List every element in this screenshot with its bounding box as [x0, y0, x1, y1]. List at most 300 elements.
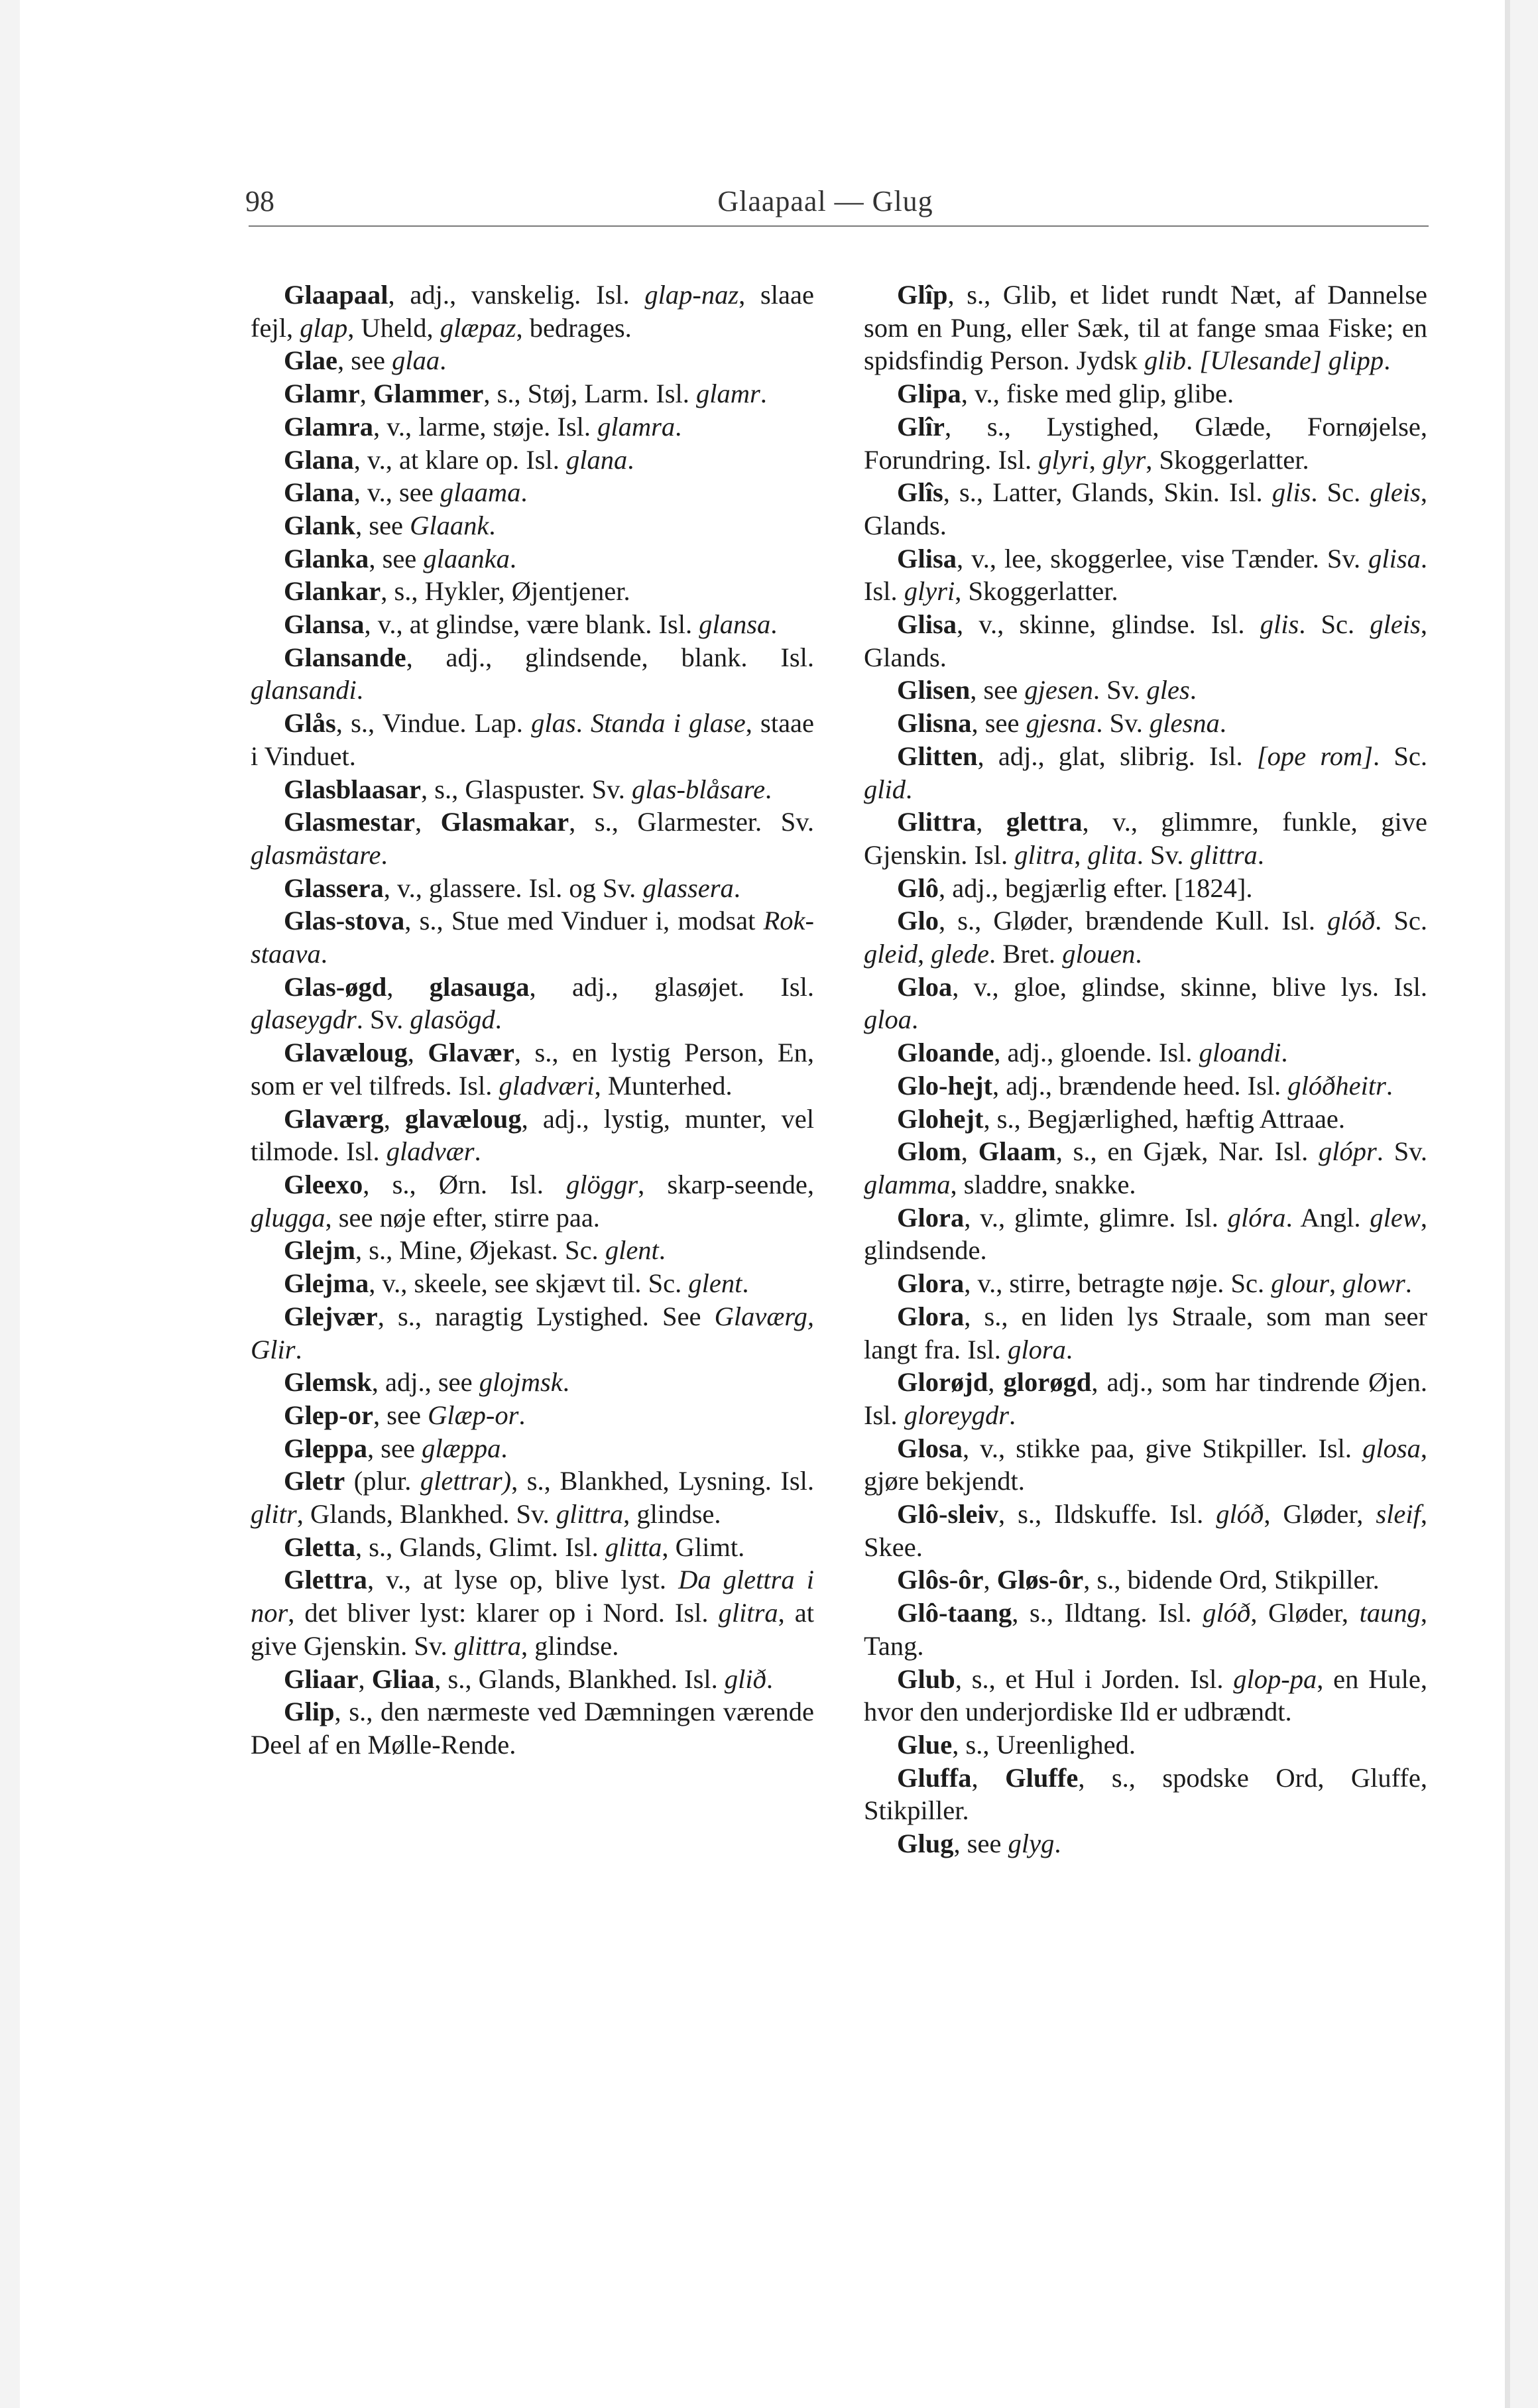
- entry-text: , v., stikke paa, give Stikpiller. Isl.: [963, 1433, 1363, 1463]
- headword: Gleexo: [284, 1169, 363, 1199]
- dictionary-entry: [251, 1531, 814, 1564]
- dictionary-entry: [251, 707, 814, 772]
- dictionary-entry: [864, 1728, 1427, 1762]
- italic-form: [ope rom]: [1256, 741, 1373, 771]
- headword: Glassera: [284, 873, 384, 903]
- entry-text: , v., stirre, betragte nøje. Sc.: [964, 1268, 1272, 1299]
- headword: Glettra: [284, 1565, 367, 1595]
- entry-text: .: [474, 1136, 481, 1167]
- italic-form: gjesna: [1026, 708, 1096, 739]
- entry-text: , see: [337, 345, 392, 376]
- dictionary-entry: [864, 740, 1427, 806]
- dictionary-entry: [251, 542, 814, 575]
- headword: Glitten: [897, 741, 978, 771]
- entry-text: , staae i Vinduet.: [251, 708, 814, 771]
- headword: glasauga: [429, 971, 530, 1002]
- entry-text: ,: [414, 807, 441, 837]
- left-column: [251, 278, 814, 1762]
- headword: Gløs-ôr: [996, 1565, 1084, 1595]
- headword: glorøgd: [1003, 1367, 1092, 1398]
- dictionary-entry: [864, 707, 1427, 740]
- headword: Glasmakar: [440, 807, 569, 837]
- dictionary-entry: [251, 1103, 814, 1168]
- headword: glettra: [1006, 807, 1083, 837]
- entry-text: ,: [971, 1762, 1006, 1793]
- entry-text: .: [1186, 345, 1200, 376]
- dictionary-entry: [251, 608, 814, 641]
- entry-text: , Tang.: [864, 1598, 1428, 1661]
- headword: Glana: [284, 444, 354, 475]
- entry-text: , v., gloe, glindse, skinne, blive lys. Isl.: [952, 971, 1427, 1002]
- headword: Glas-stova: [284, 906, 405, 936]
- entry-text: , s., Mine, Øjekast. Sc.: [355, 1235, 605, 1266]
- italic-form: Glaværg, Glir: [251, 1301, 814, 1364]
- italic-form: Glaank: [410, 510, 489, 540]
- entry-text: . Sc.: [1375, 906, 1427, 936]
- italic-form: glita: [1087, 839, 1137, 870]
- entry-text: , adj., lystig, munter, vel tilmode. Isl.: [251, 1103, 814, 1167]
- entry-text: , adj., begjærlig efter. [1824].: [939, 873, 1253, 903]
- entry-text: , s., Lystighed, Glæde, Fornøjelse, Forundring. Isl.: [864, 411, 1427, 475]
- headword: Glejvær: [284, 1301, 378, 1331]
- entry-text: , s., Ureenlighed.: [952, 1729, 1136, 1760]
- entry-text: .: [912, 1004, 919, 1035]
- entry-text: . Sv.: [1136, 839, 1191, 870]
- entry-text: , det bliver lyst: klarer op i Nord. Isl.: [288, 1598, 719, 1628]
- italic-form: glyr: [1102, 444, 1146, 475]
- headword: Gletr: [284, 1466, 345, 1496]
- italic-form: glent: [688, 1268, 742, 1299]
- entry-text: , Gløder,: [1250, 1598, 1360, 1628]
- entry-text: , adj., see: [371, 1367, 479, 1398]
- dictionary-entry: [864, 904, 1427, 970]
- entry-text: .: [1065, 1334, 1073, 1364]
- dictionary-entry: [251, 1300, 814, 1366]
- entry-text: , adj., gloende. Isl.: [994, 1038, 1199, 1068]
- right-column: [864, 278, 1427, 1860]
- dictionary-entry: [251, 1168, 814, 1234]
- entry-text: .: [1386, 1070, 1393, 1101]
- dictionary-entry: [251, 1234, 814, 1267]
- dictionary-entry: [864, 1267, 1427, 1300]
- headword: Glipa: [897, 379, 961, 409]
- entry-text: .: [356, 675, 363, 705]
- italic-form: glop-pa: [1233, 1663, 1317, 1694]
- headword: Gloa: [897, 971, 953, 1002]
- entry-text: , s., Støj, Larm. Isl.: [483, 379, 697, 409]
- italic-form: glis: [1272, 477, 1311, 508]
- italic-form: gladvær: [386, 1136, 475, 1167]
- headword: Glaam: [978, 1136, 1056, 1167]
- entry-text: .: [381, 839, 388, 870]
- italic-form: glóð: [1203, 1598, 1251, 1628]
- dictionary-entry: [864, 278, 1427, 377]
- entry-text: , Gløder,: [1264, 1499, 1376, 1530]
- headword: Gluffe: [1005, 1762, 1079, 1793]
- italic-form: glóð: [1327, 906, 1376, 936]
- headword: Glora: [897, 1268, 965, 1299]
- entry-text: , v., at klare op. Isl.: [353, 444, 566, 475]
- headword: Glosa: [897, 1433, 963, 1463]
- entry-text: , glindse.: [521, 1630, 619, 1661]
- dictionary-entry: [251, 641, 814, 707]
- entry-text: , Skee.: [864, 1499, 1428, 1562]
- italic-form: glitra: [1014, 839, 1075, 870]
- italic-form: glouen: [1062, 939, 1136, 969]
- entry-text: , s., bidende Ord, Stikpiller.: [1083, 1565, 1380, 1595]
- italic-form: gleid: [864, 939, 917, 969]
- headword: Glisa: [897, 609, 957, 640]
- entry-text: .: [295, 1334, 302, 1364]
- entry-text: , adj., glindsende, blank. Isl.: [406, 642, 814, 672]
- entry-text: .: [1189, 675, 1197, 705]
- entry-text: , v., at glindse, være blank. Isl.: [364, 609, 699, 640]
- italic-form: gles: [1146, 675, 1190, 705]
- headword: Glank: [284, 510, 356, 540]
- dictionary-entry: [864, 1036, 1427, 1069]
- dictionary-entry: [864, 410, 1427, 476]
- entry-text: , glindse.: [623, 1499, 721, 1530]
- entry-text: , v., skeele, see skjævt til. Sc.: [369, 1268, 689, 1299]
- entry-text: . Sv.: [356, 1004, 410, 1035]
- entry-text: , v., see: [353, 477, 440, 508]
- entry-text: .: [1405, 1268, 1412, 1299]
- entry-text: , adj., vanskelig. Isl.: [388, 280, 645, 310]
- page-number: 98: [245, 185, 274, 217]
- dictionary-entry: [251, 410, 814, 444]
- headword: Glas-øgd: [284, 971, 387, 1002]
- dictionary-entry: [251, 278, 814, 344]
- headword: Glejma: [284, 1268, 369, 1299]
- dictionary-entry: [251, 344, 814, 377]
- headword: Glana: [284, 477, 354, 508]
- dictionary-entry: [251, 509, 814, 542]
- entry-text: .: [501, 1433, 508, 1463]
- headword: Glisna: [897, 708, 972, 739]
- entry-text: , v., lee, skoggerlee, vise Tænder. Sv.: [957, 543, 1369, 573]
- italic-form: glap: [300, 312, 348, 343]
- entry-text: , s., Glands, Glimt. Isl.: [355, 1532, 605, 1562]
- dictionary-entry: [864, 1103, 1427, 1136]
- entry-text: .: [489, 510, 496, 540]
- italic-form: glyri: [1038, 444, 1089, 475]
- entry-text: , s., Stue med Vinduer i, modsat: [404, 906, 764, 936]
- italic-form: glamr: [696, 379, 760, 409]
- headword: Glip: [284, 1697, 335, 1727]
- entry-text: , s., en liden lys Straale, som man seer langt fra. Isl.: [864, 1301, 1427, 1364]
- italic-form: glid: [864, 774, 906, 804]
- headword: Glankar: [284, 576, 381, 607]
- italic-form: glana: [565, 444, 628, 475]
- headword: Glôs-ôr: [897, 1565, 984, 1595]
- entry-text: ,: [359, 379, 373, 409]
- header-rule: [249, 225, 1429, 227]
- italic-form: glosa: [1362, 1433, 1421, 1463]
- dictionary-entry: [864, 674, 1427, 707]
- entry-text: .: [1257, 839, 1264, 870]
- entry-text: .: [675, 411, 682, 442]
- italic-form: glöggr: [566, 1169, 638, 1199]
- headword: Glansa: [284, 609, 365, 640]
- headword: Glasmestar: [284, 807, 415, 837]
- dictionary-entry: [251, 1366, 814, 1399]
- entry-text: , bedrages.: [516, 312, 632, 343]
- entry-text: , v., skinne, glindse. Isl.: [957, 609, 1260, 640]
- italic-form: gladværi: [499, 1070, 595, 1101]
- entry-text: .: [320, 939, 327, 969]
- dictionary-entry: [864, 1663, 1427, 1728]
- entry-text: , s., Ildtang. Isl.: [1012, 1598, 1203, 1628]
- entry-text: , s., Vindue. Lap.: [335, 708, 532, 739]
- entry-text: .: [760, 379, 767, 409]
- entry-text: .: [1008, 1400, 1016, 1430]
- entry-text: , see: [971, 708, 1026, 739]
- dictionary-entry: [864, 1300, 1427, 1366]
- italic-form: taung: [1359, 1598, 1421, 1628]
- dictionary-entry: [864, 1201, 1427, 1267]
- entry-text: , en Hule, hvor den underjordiske Ild er udbrændt.: [864, 1663, 1427, 1727]
- dictionary-entry: [251, 1563, 814, 1662]
- entry-text: , Uheld,: [347, 312, 440, 343]
- dictionary-entry: [864, 1498, 1427, 1563]
- entry-text: , Glands.: [864, 609, 1427, 672]
- entry-text: .: [495, 1004, 502, 1035]
- italic-form: glew: [1370, 1202, 1421, 1233]
- dictionary-entry: [864, 806, 1427, 871]
- italic-form: Da glettra i nor: [251, 1565, 814, 1628]
- headword: Gliaa: [371, 1663, 435, 1694]
- entry-text: , Glands.: [864, 477, 1427, 540]
- headword: Glaværg: [284, 1103, 384, 1134]
- italic-form: Glæp-or: [428, 1400, 519, 1430]
- dictionary-entry: [864, 1762, 1427, 1827]
- italic-form: glyri: [904, 576, 955, 607]
- italic-form: Rok-staava: [251, 906, 814, 969]
- entry-text: , s., Gløder, brændende Kull. Isl.: [939, 906, 1328, 936]
- headword: Glamr: [284, 379, 360, 409]
- entry-text: , s., Blankhed, Lysning. Isl.: [511, 1466, 815, 1496]
- entry-text: ,: [1089, 444, 1102, 475]
- entry-text: ,: [961, 1136, 978, 1167]
- headword: Glavæloug: [284, 1038, 408, 1068]
- headword: Glep-or: [284, 1400, 373, 1430]
- headword: Glaapaal: [284, 280, 388, 310]
- entry-text: . Sc.: [1372, 741, 1427, 771]
- headword: Glae: [284, 345, 337, 376]
- entry-text: ,: [358, 1663, 372, 1694]
- dictionary-entry: [864, 971, 1427, 1036]
- italic-form: glap-naz: [644, 280, 739, 310]
- dictionary-entry: [251, 971, 814, 1036]
- entry-text: . Sc.: [1311, 477, 1370, 508]
- entry-text: , Skoggerlatter.: [955, 576, 1118, 607]
- italic-form: glasögd: [410, 1004, 495, 1035]
- headword: Glasblaasar: [284, 774, 422, 804]
- entry-text: .: [562, 1367, 569, 1398]
- headword: Glisen: [897, 675, 971, 705]
- entry-text: , slaae fejl,: [251, 280, 814, 343]
- dictionary-entry: [251, 872, 814, 905]
- dictionary-entry: [864, 542, 1427, 608]
- entry-text: , see: [953, 1829, 1008, 1859]
- entry-text: ,: [386, 971, 430, 1002]
- headword: Glô-taang: [897, 1598, 1012, 1628]
- entry-text: , v., glimmre, funkle, give Gjenskin. Isl.: [864, 807, 1427, 870]
- headword: Glohejt: [897, 1103, 984, 1134]
- entry-text: . Sv.: [1376, 1136, 1427, 1167]
- dictionary-entry: [251, 444, 814, 477]
- italic-form: Standa i glase: [590, 708, 746, 739]
- entry-text: , s., Ørn. Isl.: [363, 1169, 567, 1199]
- headword: Glejm: [284, 1235, 355, 1266]
- dictionary-entry: [864, 872, 1427, 905]
- entry-text: , Skoggerlatter.: [1146, 444, 1309, 475]
- dictionary-entry: [864, 1366, 1427, 1431]
- headword: Glås: [284, 708, 336, 739]
- italic-form: glitta: [605, 1532, 662, 1562]
- entry-text: ,: [976, 807, 1006, 837]
- entry-text: , v., fiske med glip, glibe.: [961, 379, 1234, 409]
- headword: Glîp: [897, 280, 948, 310]
- entry-text: , gjøre bekjendt.: [864, 1433, 1427, 1496]
- entry-text: ,: [383, 1103, 406, 1134]
- italic-form: glæpaz: [440, 312, 516, 343]
- dictionary-entry: [251, 1036, 814, 1102]
- italic-form: glisa: [1368, 543, 1421, 573]
- dictionary-entry: [251, 1695, 814, 1761]
- dictionary-entry: [864, 608, 1427, 674]
- entry-text: , s., en lystig Person, En, som er vel tilfreds. Isl.: [251, 1038, 815, 1101]
- entry-text: .: [627, 444, 634, 475]
- italic-form: glæppa: [422, 1433, 501, 1463]
- italic-form: gleis: [1370, 609, 1421, 640]
- entry-text: , glindsende.: [864, 1202, 1427, 1266]
- italic-form: glittra: [1190, 839, 1258, 870]
- dictionary-entry: [251, 1399, 814, 1432]
- entry-text: , s., naragtig Lystighed. See: [377, 1301, 715, 1331]
- headword: Glue: [897, 1729, 953, 1760]
- italic-form: glassera: [642, 873, 734, 903]
- entry-text: .: [770, 609, 778, 640]
- entry-text: , s., Glarmester. Sv.: [569, 807, 814, 837]
- headword: Glo-hejt: [897, 1070, 992, 1101]
- dictionary-entry: [864, 1135, 1427, 1201]
- entry-text: , adj., som har tindrende Øjen. Isl.: [864, 1367, 1428, 1430]
- dictionary-entry: [251, 476, 814, 509]
- entry-text: .: [520, 477, 528, 508]
- italic-form: gjesen: [1024, 675, 1093, 705]
- entry-text: , s., Begjærlighed, hæftig Attraae.: [983, 1103, 1346, 1134]
- entry-text: , adj., glat, slibrig. Isl.: [977, 741, 1257, 771]
- entry-text: ,: [1329, 1268, 1343, 1299]
- dictionary-entry: [251, 1663, 814, 1696]
- page-header: [229, 179, 1422, 225]
- headword: Glom: [897, 1136, 961, 1167]
- headword: Glo: [897, 906, 939, 936]
- entry-text: .: [742, 1268, 749, 1299]
- headword: Glora: [897, 1301, 965, 1331]
- italic-form: gloa: [864, 1004, 912, 1035]
- italic-form: glitra: [718, 1598, 778, 1628]
- italic-form: glansandi: [251, 675, 357, 705]
- entry-text: .: [658, 1235, 666, 1266]
- entry-text: ,: [988, 1367, 1004, 1398]
- entry-text: , s., Glib, et lidet rundt Næt, af Dannelse som en Pung, eller Sæk, til at fange smaa Fiske; en spidsfindig Person. Jydsk: [864, 280, 1427, 376]
- italic-form: sleif: [1376, 1499, 1421, 1530]
- italic-form: glyg: [1008, 1829, 1055, 1859]
- entry-text: . Bret.: [988, 939, 1063, 969]
- entry-text: , s., Ildskuffe. Isl.: [998, 1499, 1216, 1530]
- dictionary-entry: [864, 1432, 1427, 1498]
- italic-form: glaama: [440, 477, 521, 508]
- entry-text: .: [766, 1663, 773, 1694]
- italic-form: glittra: [556, 1499, 624, 1530]
- italic-form: gleis: [1370, 477, 1421, 508]
- italic-form: glis: [1260, 609, 1299, 640]
- entry-text: , s., Glands, Blankhed. Isl.: [434, 1663, 725, 1694]
- headword: Glug: [897, 1829, 954, 1859]
- entry-text: , s., Hykler, Øjentjener.: [381, 576, 630, 607]
- italic-form: glaseygdr: [251, 1004, 357, 1035]
- entry-text: , see: [970, 675, 1025, 705]
- italic-form: glansa: [699, 609, 771, 640]
- headword: Glô: [897, 873, 939, 903]
- italic-form: glettrar): [420, 1466, 512, 1496]
- entry-text: .: [440, 345, 447, 376]
- entry-text: . Isl.: [864, 543, 1427, 607]
- headword: Glittra: [897, 807, 976, 837]
- italic-form: glas: [531, 708, 576, 739]
- entry-text: , Glimt.: [662, 1532, 745, 1562]
- italic-form: glib: [1144, 345, 1187, 376]
- italic-form: gloandi: [1199, 1038, 1281, 1068]
- italic-form: glóð: [1216, 1499, 1264, 1530]
- entry-text: .: [906, 774, 913, 804]
- page-edge: [1505, 0, 1510, 2408]
- headword: glavæloug: [405, 1103, 522, 1134]
- entry-text: , v., glassere. Isl. og Sv.: [383, 873, 643, 903]
- entry-text: , s., Latter, Glands, Skin. Isl.: [943, 477, 1272, 508]
- italic-form: glitr: [251, 1499, 297, 1530]
- italic-form: [Ulesande] glipp: [1199, 345, 1384, 376]
- entry-text: .: [1054, 1829, 1061, 1859]
- dictionary-entry: [864, 1827, 1427, 1860]
- italic-form: gloreygdr: [904, 1400, 1009, 1430]
- entry-text: , see: [367, 1433, 422, 1463]
- entry-text: ,: [407, 1038, 428, 1068]
- entry-text: . Sv.: [1096, 708, 1150, 739]
- dictionary-entry: [251, 806, 814, 871]
- headword: Gloande: [897, 1038, 994, 1068]
- entry-text: , s., et Hul i Jorden. Isl.: [955, 1663, 1234, 1694]
- italic-form: glóra: [1227, 1202, 1286, 1233]
- entry-text: . Angl.: [1285, 1202, 1370, 1233]
- entry-text: , at give Gjenskin. Sv.: [251, 1598, 814, 1661]
- entry-text: , s., den nærmeste ved Dæmningen værende Deel af en Mølle-Rende.: [251, 1697, 814, 1760]
- italic-form: glaanka: [423, 543, 510, 573]
- entry-text: , Munterhed.: [594, 1070, 733, 1101]
- italic-form: glas-blåsare: [632, 774, 766, 804]
- entry-text: .: [733, 873, 740, 903]
- italic-form: glóðheitr: [1287, 1070, 1386, 1101]
- headword: Gluffa: [897, 1762, 972, 1793]
- italic-form: glowr: [1342, 1268, 1405, 1299]
- entry-text: , adj., glasøjet. Isl.: [529, 971, 815, 1002]
- entry-text: , see nøje efter, stirre paa.: [325, 1202, 600, 1233]
- entry-text: , v., at lyse op, blive lyst.: [367, 1565, 679, 1595]
- entry-text: , s., Glaspuster. Sv.: [421, 774, 632, 804]
- entry-text: . Sc.: [1299, 609, 1370, 640]
